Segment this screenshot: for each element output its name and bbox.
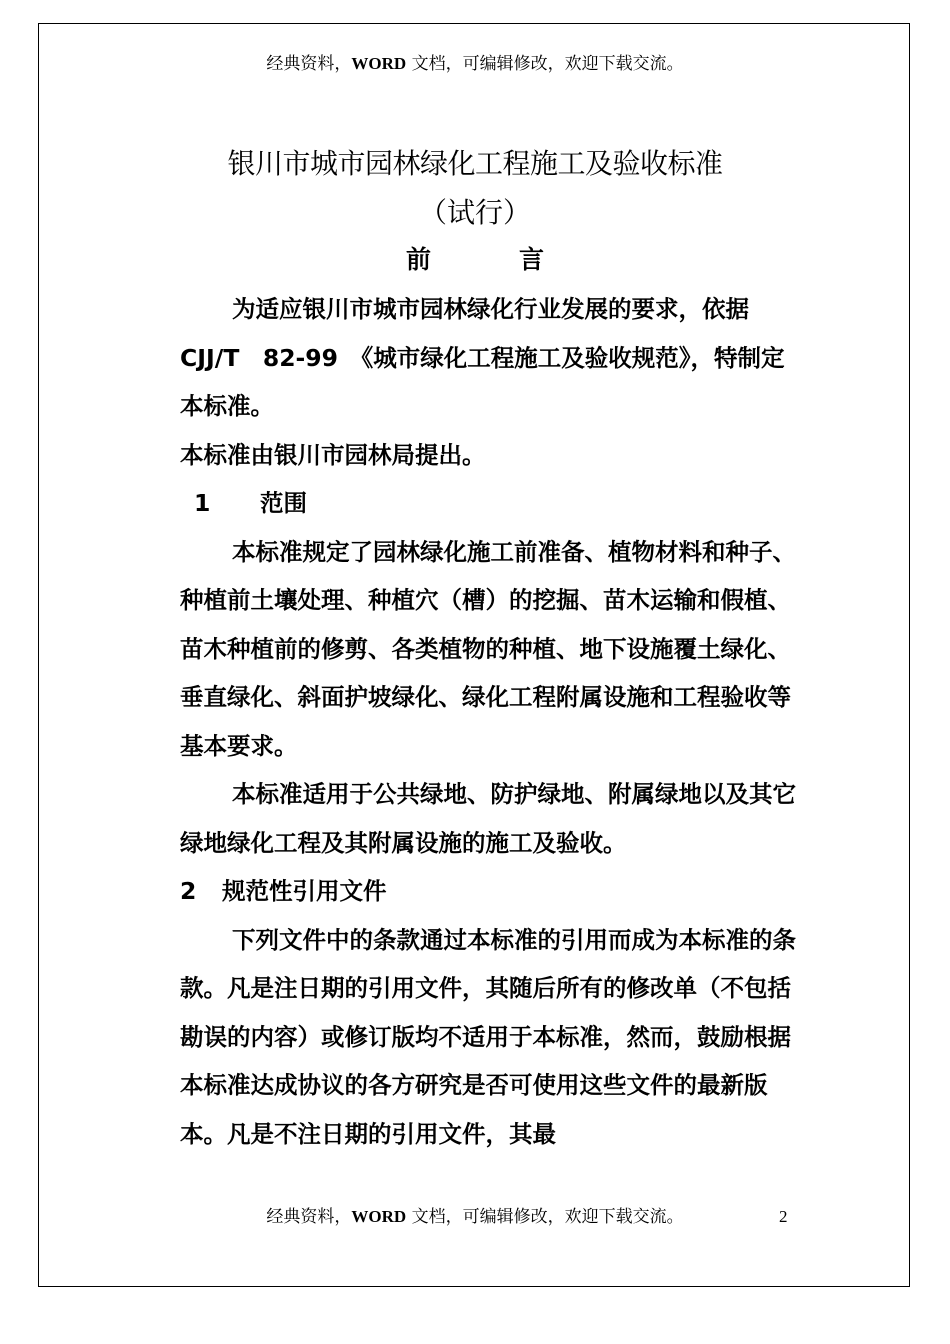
preface-heading	[0, 240, 950, 280]
document-subtitle: （试行）	[418, 196, 531, 229]
section-2-title: 规范性引用文件	[222, 877, 387, 905]
document-title: 银川市城市园林绿化工程施工及验收标准	[227, 147, 723, 180]
preface-char-1: 前	[405, 245, 431, 274]
paragraph-scope-1: 本标准规定了园林绿化施工前准备、植物材料和种子、种植前土壤处理、种植穴（槽）的挖掘、苗木运输和假植、苗木种植前的修剪、各类植物的种植、地下设施覆土绿化、垂直绿化、斜面护坡绿化、绿化工程附属设施和工程验收等基本要求。	[180, 537, 796, 760]
header-text-before: 经典资料，	[266, 54, 352, 74]
section-2-heading	[180, 867, 798, 916]
paragraph-scope-2: 本标准适用于公共绿地、防护绿地、附属绿地以及其它绿地绿化工程及其附属设施的施工及验收。	[180, 780, 796, 857]
footer-text-after: 文档，可编辑修改，欢迎下载交流。	[406, 1207, 684, 1227]
section-1-number: 1	[194, 489, 211, 517]
page-footer	[0, 1206, 950, 1228]
section-2-number: 2	[180, 877, 197, 905]
paragraph-proposer: 本标准由银川市园林局提出。	[180, 440, 486, 469]
preface-char-2: 言	[519, 245, 545, 274]
paragraph-intro: 为适应银川市城市园林绿化行业发展的要求，依据 CJJ/T 82-99 《城市绿化工程施工及验收规范》，特制定本标准。	[180, 295, 785, 420]
header-text-bold: WORD	[351, 54, 407, 73]
header-text-after: 文档，可编辑修改，欢迎下载交流。	[406, 54, 684, 74]
page-number: 2	[779, 1207, 788, 1226]
footer-text-bold: WORD	[351, 1207, 407, 1226]
section-1-title: 范围	[260, 489, 307, 517]
section-1-heading	[180, 479, 798, 528]
paragraph-references: 下列文件中的条款通过本标准的引用而成为本标准的条款。凡是注日期的引用文件，其随后所有的修改单（不包括勘误的内容）或修订版均不适用于本标准，然而，鼓励根据本标准达成协议的各方研究是否可使用这些文件的最新版本。凡是不注日期的引用文件，其最	[180, 925, 796, 1148]
footer-text-before: 经典资料，	[266, 1207, 352, 1227]
document-body	[180, 285, 798, 1158]
page-header	[0, 53, 950, 75]
